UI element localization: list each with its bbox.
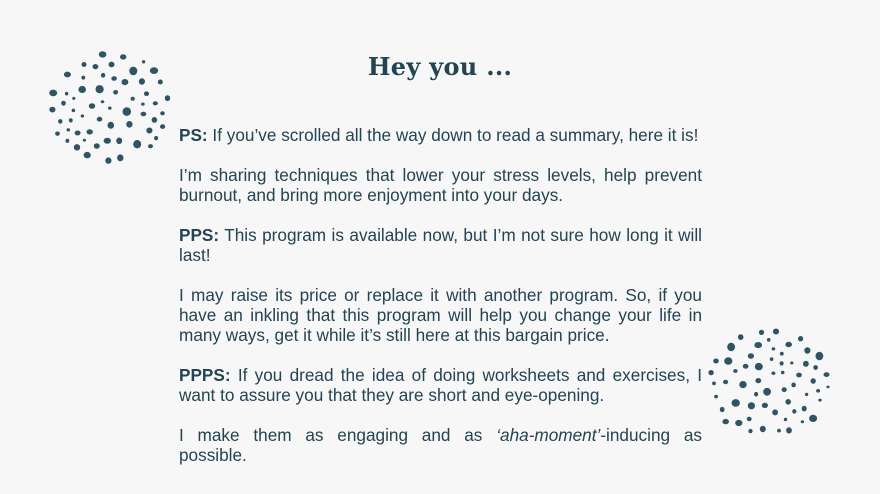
aha-moment-emphasis: ‘aha-moment’ [496,425,601,445]
decorative-dot [55,132,60,136]
ppps-text: If you dread the idea of doing worksheets and exercises, I want to assure you that they are short and eye-opening. [179,365,702,405]
dot-cluster-decoration-bottom-right [704,322,834,446]
decorative-dot [113,90,118,95]
decorative-dot [67,128,71,131]
pps-paragraph [179,225,702,265]
decorative-dot [165,95,170,101]
decorative-dot [714,395,718,399]
engaging-text-after: -inducing as possible. [179,425,702,465]
decorative-dot [754,342,762,348]
decorative-dot [152,117,158,123]
decorative-dot [708,370,713,375]
decorative-dot [153,101,158,105]
decorative-dot [108,107,112,110]
decorative-dot [781,371,785,375]
decorative-dot [748,429,752,433]
engaging-paragraph [179,425,702,465]
decorative-dot [792,409,796,414]
decorative-dot [160,124,165,129]
decorative-dot [738,334,744,340]
decorative-dot [723,380,728,384]
decorative-dot [811,378,816,384]
decorative-dot [160,111,165,115]
decorative-dot [94,143,100,149]
decorative-dot [762,403,768,408]
decorative-dot [743,364,749,369]
decorative-dot [755,378,761,383]
decorative-dot [61,101,66,106]
decorative-dot [735,420,742,426]
decorative-dot [784,418,787,421]
decorative-dot [759,330,764,335]
decorative-dot [773,329,779,335]
decorative-dot [732,399,740,407]
decorative-dot [96,85,104,93]
decorative-dot [760,426,766,432]
decorative-dot [786,427,792,433]
decorative-dot [802,406,807,412]
decorative-dot [144,91,149,96]
decorative-dot [809,415,817,422]
decorative-dot [101,100,105,103]
decorative-dot [727,343,735,351]
decorative-dot [116,138,122,145]
decorative-dot [105,157,111,163]
decorative-dot [747,417,752,421]
decorative-dot [108,122,115,129]
decorative-dot [785,399,791,405]
decorative-dot [148,144,153,148]
decorative-dot [754,392,758,397]
decorative-dot [104,138,111,144]
decorative-dot [733,369,737,373]
ps-text: If you’ve scrolled all the way down to read a summary, here it is! [207,125,699,145]
price-paragraph [179,285,702,345]
decorative-dot [767,338,771,342]
decorative-dot [818,399,821,402]
decorative-dot [720,407,725,412]
decorative-dot [72,109,76,113]
decorative-dot [87,129,93,134]
decorative-dot [722,419,729,424]
decorative-dot [824,372,830,377]
ppps-lead: PPPS: [179,365,231,385]
decorative-dot [790,362,793,365]
decorative-dot [126,121,132,128]
decorative-dot [712,382,716,386]
decorative-dot [69,118,73,122]
decorative-dot [49,107,55,113]
decorative-dot [771,372,775,375]
engaging-text-before: I make them as engaging and as [179,425,497,445]
decorative-dot [49,90,57,97]
decorative-dot [796,373,802,378]
decorative-dot [123,107,131,116]
decorative-dot [791,383,796,388]
decorative-dot [780,361,784,365]
decorative-dot [826,386,829,389]
decorative-dot [748,353,754,359]
decorative-dot [803,361,809,367]
techniques-paragraph [179,165,702,205]
page-title: Hey you ... [367,52,513,81]
decorative-dot [141,112,147,117]
decorative-dot [141,103,145,106]
decorative-dot [804,347,810,353]
decorative-dot [81,114,84,117]
decorative-dot [78,86,86,93]
decorative-dot [763,388,771,396]
decorative-dot [770,357,774,361]
decorative-dot [131,97,135,101]
decorative-dot [739,381,746,388]
decorative-dot [146,128,152,134]
decorative-dot [816,352,824,361]
ps-paragraph [179,125,702,145]
decorative-dot [805,393,808,396]
decorative-dot [724,357,732,364]
decorative-dot [785,342,792,347]
decorative-dot [782,387,787,392]
decorative-dot [813,365,818,370]
decorative-dot [798,336,803,341]
decorative-dot [777,429,781,433]
decorative-dot [748,402,755,409]
decorative-dot [154,136,158,140]
price-text: I may raise its price or replace it with another program. So, if you have an inkling that this program will help you change your life in many ways, get it while it’s still here at this bargain price. [179,285,702,345]
decorative-dot [75,131,81,136]
decorative-dot [65,92,68,96]
techniques-text: I’m sharing techniques that lower your stress levels, help prevent burnout, and bring more enjoyment into your days. [179,165,702,205]
decorative-dot [816,389,820,393]
decorative-dot [84,152,91,158]
decorative-dot [89,103,95,109]
pps-lead: PPS: [179,225,220,245]
decorative-dot [58,119,62,124]
decorative-dot [72,97,75,100]
decorative-dot [801,420,804,423]
decorative-dot [772,409,778,415]
ps-lead: PS: [179,125,208,145]
pps-text: This program is available now, but I’m not sure how long it will last! [179,225,702,265]
decorative-dot [755,363,763,370]
decorative-dot [66,139,70,143]
ppps-paragraph [179,365,702,405]
decorative-dot [772,347,776,350]
decorative-dot [83,139,86,142]
decorative-dot [133,140,141,148]
decorative-dot [713,359,719,364]
message-body [179,125,702,485]
decorative-dot [780,352,784,356]
decorative-dot [117,154,123,161]
decorative-dot [97,117,103,122]
decorative-dot [74,144,80,150]
